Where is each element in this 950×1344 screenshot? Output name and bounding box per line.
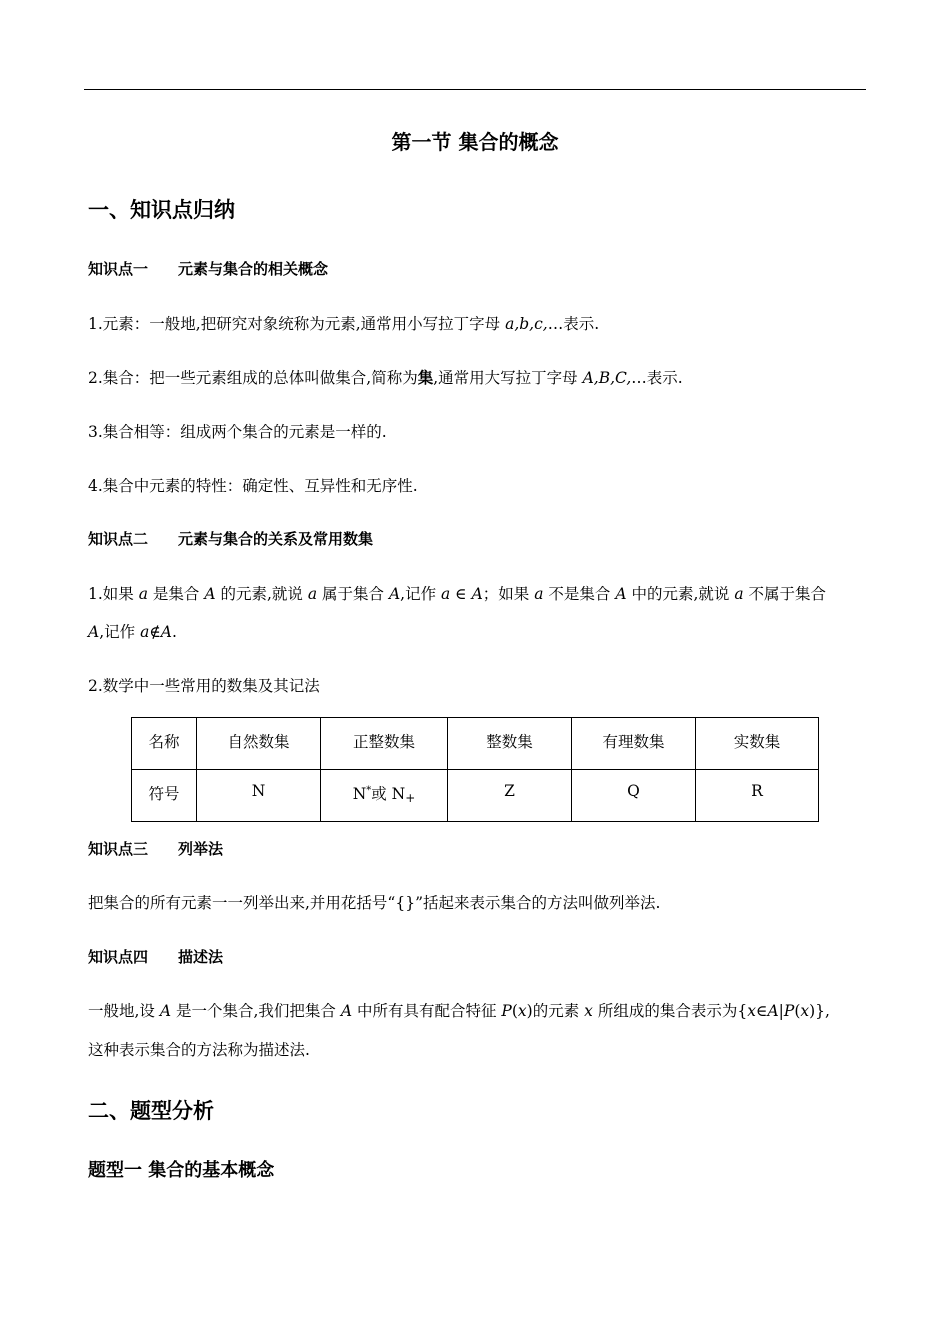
kp2-item-1-line-1 — [88, 582, 826, 604]
table-cell: R — [696, 770, 819, 822]
kp2-label: 知识点二 — [88, 530, 149, 548]
table-cell: 实数集 — [696, 718, 819, 770]
kp3-label: 知识点三 — [88, 840, 149, 858]
math-var: a — [441, 585, 451, 603]
kp1-heading — [88, 258, 328, 279]
kp1-item-2-middle: ,通常用大写拉丁字母 — [433, 369, 583, 387]
kp1-item-4: 4.集合中元素的特性：确定性、互异性和无序性. — [88, 477, 418, 495]
text-run: ( — [511, 1002, 518, 1020]
math-var: A — [160, 623, 172, 641]
symbol-N: N — [352, 785, 367, 803]
kp3-text: 把集合的所有元素一一列举出来,并用花括号“{}”括起来表示集合的方法叫做列举法. — [88, 894, 661, 912]
kp1-item-2 — [88, 366, 683, 388]
math-var: A — [204, 585, 216, 603]
math-var: x — [517, 1002, 527, 1020]
text-run: . — [172, 623, 177, 641]
math-var: x — [584, 1002, 593, 1020]
kp4-heading — [88, 946, 223, 967]
table-row — [132, 770, 819, 822]
text-run: 所组成的集合表示为{ — [592, 1002, 748, 1020]
page-title: 第一节 集合的概念 — [391, 130, 559, 154]
kp1-item-2-text: 2.集合：把一些元素组成的总体叫做集合,简称为 — [88, 369, 418, 387]
text-run: 中所有具有配合特征 — [352, 1002, 502, 1020]
number-sets-table — [131, 717, 819, 822]
kp1-label: 知识点一 — [88, 260, 149, 278]
table-cell: 名称 — [132, 718, 197, 770]
kp1-item-1-suffix: …表示. — [547, 315, 600, 333]
math-var: a — [138, 585, 148, 603]
kp1-item-2-math: A,B,C, — [582, 369, 632, 387]
kp1-item-3: 3.集合相等：组成两个集合的元素是一样的. — [88, 423, 387, 441]
section-heading-knowledge: 一、知识点归纳 — [88, 198, 235, 222]
math-var: a — [307, 585, 318, 603]
element-of-symbol: ∈ — [755, 1002, 768, 1020]
math-var: A — [88, 623, 100, 641]
table-cell: 整数集 — [448, 718, 572, 770]
math-var: P — [783, 1002, 795, 1020]
kp1-item-1-text: 1.元素：一般地,把研究对象统称为元素,通常用小写拉丁字母 — [88, 315, 506, 333]
table-cell: 自然数集 — [197, 718, 321, 770]
math-var: A — [471, 585, 483, 603]
text-run: )}, — [809, 1002, 830, 1020]
kp3-heading — [88, 838, 223, 859]
table-cell: Q — [572, 770, 696, 822]
kp1-title: 元素与集合的相关概念 — [178, 260, 329, 278]
math-var: a — [534, 585, 544, 603]
superscript-star: * — [366, 785, 372, 796]
text-run: 中的元素,就说 — [626, 585, 735, 603]
table-cell: 正整数集 — [321, 718, 448, 770]
text-run: | — [778, 1002, 784, 1020]
text-run: ；如果 — [482, 585, 535, 603]
math-var: x — [800, 1002, 810, 1020]
text-run: 属于集合 — [317, 585, 389, 603]
text-run: 不属于集合 — [743, 585, 827, 603]
table-row — [132, 718, 819, 770]
math-var: x — [747, 1002, 756, 1020]
table-cell: 有理数集 — [572, 718, 696, 770]
kp3-title: 列举法 — [178, 840, 224, 858]
text-run: 是集合 — [147, 585, 205, 603]
kp1-item-1 — [88, 312, 599, 334]
kp4-label: 知识点四 — [88, 948, 149, 966]
text-run: 不是集合 — [543, 585, 616, 603]
text-run: 是一个集合,我们把集合 — [171, 1002, 341, 1020]
text-run: ,记作 — [99, 623, 141, 641]
math-var: A — [615, 585, 627, 603]
math-var: A — [388, 585, 401, 603]
table-cell: N — [197, 770, 321, 822]
math-var: A — [767, 1002, 779, 1020]
math-var: A — [340, 1002, 353, 1020]
math-var: a — [140, 623, 150, 641]
kp4-line-2: 这种表示集合的方法称为描述法. — [88, 1041, 310, 1059]
subscript-plus: + — [405, 791, 416, 805]
text-run: ( — [794, 1002, 801, 1020]
kp1-item-1-math: a,b,c, — [505, 315, 548, 333]
kp4-line-1 — [88, 999, 830, 1021]
element-of-symbol: ∈ — [450, 585, 472, 603]
table-cell — [321, 770, 448, 822]
text-run: 一般地,设 — [88, 1002, 160, 1020]
table-cell: 符号 — [132, 770, 197, 822]
kp2-item-1-line-2 — [88, 620, 177, 642]
math-var: A — [159, 1002, 172, 1020]
question-type-1-heading: 题型一 集合的基本概念 — [88, 1160, 275, 1181]
text-run: 1.如果 — [88, 585, 139, 603]
header-rule — [84, 89, 866, 90]
table-cell: Z — [448, 770, 572, 822]
math-var: a — [734, 585, 744, 603]
text-run: ,记作 — [400, 585, 441, 603]
kp1-item-2-suffix: …表示. — [631, 369, 683, 387]
kp2-heading — [88, 528, 373, 549]
text-run: )的元素 — [526, 1002, 585, 1020]
section-heading-analysis: 二、题型分析 — [88, 1099, 214, 1123]
kp2-title: 元素与集合的关系及常用数集 — [178, 530, 374, 548]
kp2-item-2: 2.数学中一些常用的数集及其记法 — [88, 677, 320, 695]
kp1-item-2-bold: 集 — [417, 368, 434, 387]
math-var: P — [501, 1002, 512, 1020]
kp4-title: 描述法 — [178, 948, 224, 966]
not-element-of-symbol: ∉ — [149, 623, 161, 641]
text-run: 的元素,就说 — [215, 585, 308, 603]
symbol-or-N: 或 N — [371, 785, 406, 803]
